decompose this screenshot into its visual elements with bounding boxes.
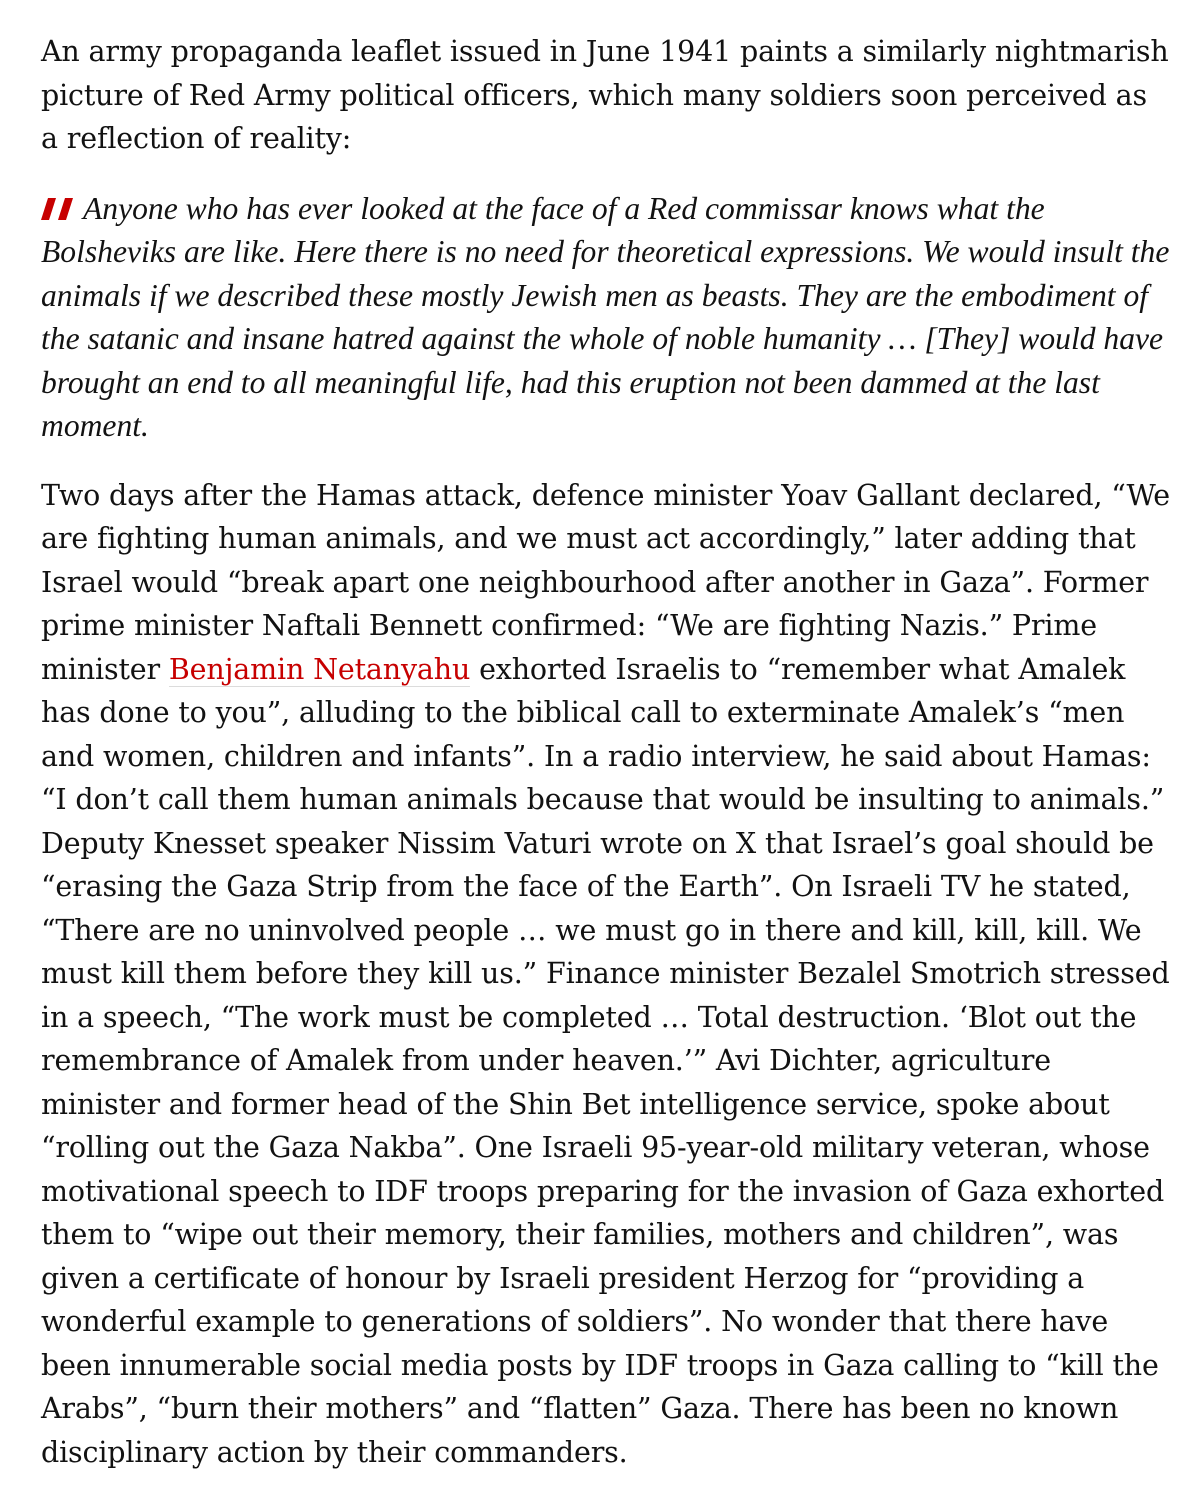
quote-text: Anyone who has ever looked at the face of a Red commissar knows what the Bolsheviks are like. Here there is no need for theoretical expressions. We would insult the animals if we described these mostly Jewish men as beasts. They are the embodiment of the satanic and insane hatred against the whole of noble humanity … [They] would have brought an end to all meaningful life, had this eruption not been dammed at the last moment. [41,190,1170,443]
netanyahu-link[interactable]: Benjamin Netanyahu [168,652,471,686]
quote-mark-icon [41,198,75,220]
body-text-before-link: Two days after the Hamas attack, defence minister Yoav Gallant declared, “We are fighting human animals, and we must act accordingly,” later adding that Israel would “break apart one neighbourhood after another in Gaza”. Former prime minister Naftali Bennett confirmed: “We are fighting Nazis.” Prime minister [41,478,1171,686]
body-text-after-link: exhorted Israelis to “remember what Amalek has done to you”, alluding to the biblical call to exterminate Amalek’s “men and women, children and infants”. In a radio interview, he said about Hamas: “I don’t call them human animals because that would be insulting to animals.” Deputy Knesset speaker Nissim Vaturi wrote on X that Israel’s goal should be “erasing the Gaza Strip from the face of the Earth”. On Israeli TV he stated, “There are no uninvolved people … we must go in there and kill, kill, kill. We must kill them before they kill us.” Finance minister Bezalel Smotrich stressed in a speech, “The work must be completed … Total destruction. ‘Blot out the remembrance of Amalek from under heaven.’” Avi Dichter, agriculture minister and former head of the Shin Bet intelligence service, spoke about “rolling out the Gaza Nakba”. One Israeli 95-year-old military veteran, whose motivational speech to IDF troops preparing for the invasion of Gaza exhorted them to “wipe out their memory, their families, mothers and children”, was given a certificate of honour by Israeli president Herzog for “providing a wonderful example to generations of soldiers”. No wonder that there have been innumerable social media posts by IDF troops in Gaza calling to “kill the Arabs”, “burn their mothers” and “flatten” Gaza. There has been no known disciplinary action by their commanders. [41,652,1170,1469]
pull-quote [41,187,1171,448]
intro-paragraph: An army propaganda leaflet issued in June 1941 paints a similarly nightmarish picture of Red Army political officers, which many soldiers soon perceived as a reflection of reality: [41,35,1169,155]
body-paragraph [41,474,1171,1475]
article-body [41,30,1171,1474]
